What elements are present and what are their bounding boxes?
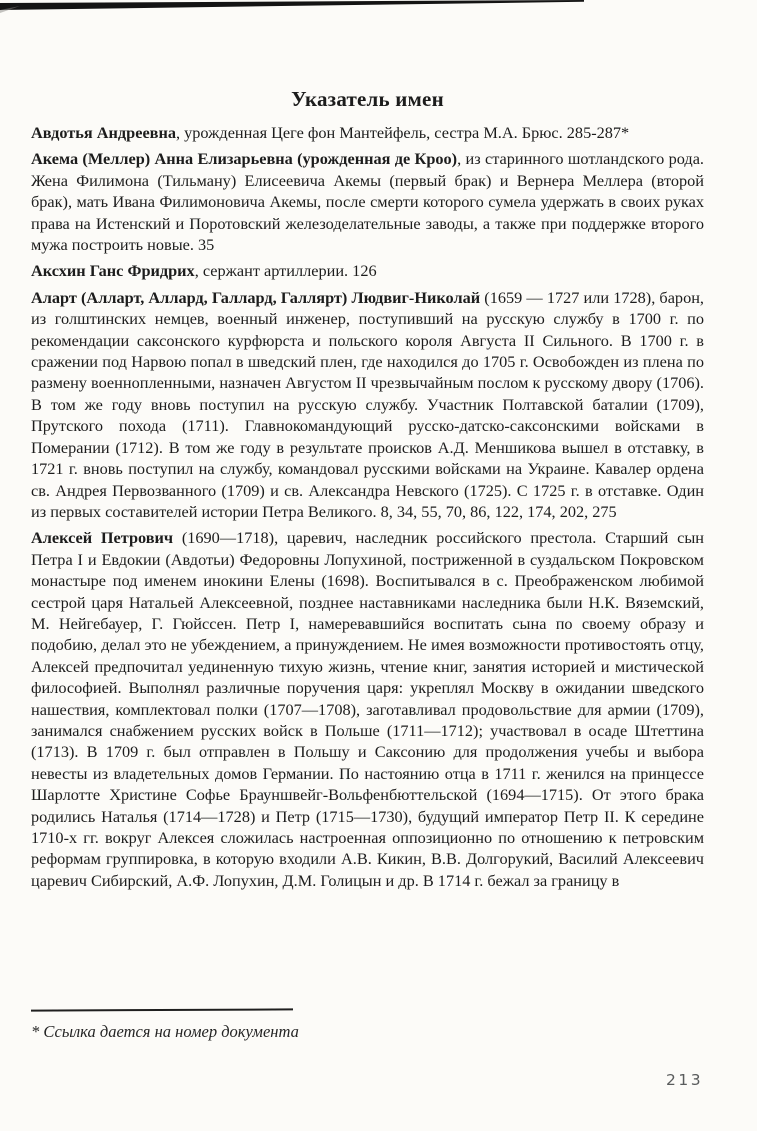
index-entries: [31, 122, 704, 891]
page-number: 213: [666, 1071, 704, 1089]
entry-headword: Аксхин Ганс Фридрих: [31, 261, 195, 281]
index-entry-avdotya: [31, 122, 704, 143]
entry-body: , сержант артиллерии. 126: [194, 261, 377, 281]
index-entry-akema: [31, 148, 704, 255]
entry-body: (1659 — 1727 или 1728), барон, из голштинских немцев, военный инженер, поступивший на русскую службу в 1700 г. по рекомендации саксонского курфюрста и польского короля Августа II Сильного. В 1700 г. в сражении под Нарвою попал в шведский плен, где находился до 1705 г. Освобожден из плена по размену военнопленными, назначен Августом II чрезвычайным послом к русскому двору (1706). В том же году вновь поступил на русскую службу. Участник Полтавской баталии (1709), Прутского похода (1711). Главнокомандующий русско-датско-саксонскими войсками в Померании (1712). В том же году в результате происков А.Д. Меншикова вышел в отставку, в 1721 г. вновь поступил на службу, командовал русскими войсками на Украине. Кавалер ордена св. Андрея Первозванного (1709) и св. Александра Невского (1725). С 1725 г. в отставке. Один из первых составителей истории Петра Великого. 8, 34, 55, 70, 86, 122, 174, 202, 275: [31, 287, 704, 521]
entry-body: (1690—1718), царевич, наследник российского престола. Старший сын Петра I и Евдокии (Авдотьи) Федоровны Лопухиной, постриженной в суздальском Покровском монастыре под именем инокини Елены (1698). Воспитывался в с. Преображенском любимой сестрой царя Натальей Алексеевной, позднее наставниками наследника были Н.К. Вяземский, М. Нейгебауер, Г. Гюйссен. Петр I, намеревавшийся воспитать сына по своему образу и подобию, делал это не убеждением, а принуждением. Не имея возможности противостоять отцу, Алексей предпочитал уединенную тихую жизнь, чтение книг, занятия историей и мистической философией. Выполнял различные поручения царя: укреплял Москву в ожидании шведского нашествия, комплектовал полки (1707—1708), заготавливал продовольствие для армии (1709), занимался снабжением русских войск в Польше (1711—1712); участвовал в осаде Штеттина (1713). В 1709 г. был отправлен в Польшу и Саксонию для продолжения учебы и выбора невесты из владетельных домов Германии. По настоянию отца в 1711 г. женился на принцессе Шарлотте Христине Софье Брауншвейг-Вольфенбюттельской (1694—1715). От этого брака родились Наталья (1714—1728) и Петр (1715—1730), будущий император Петр II. К середине 1710-х гг. вокруг Алексея сложилась настроенная оппозиционно по отношению к петровским реформам группировка, в которую входили А.В. Кикин, В.В. Долгорукий, Василий Алексеевич царевич Сибирский, А.Ф. Лопухин, Д.М. Голицын и др. В 1714 г. бежал за границу в: [31, 528, 704, 890]
text-block: [31, 0, 704, 896]
page-title: Указатель имен: [291, 87, 444, 111]
entry-headword: Аларт (Алларт, Аллард, Галлард, Галлярт) Людвиг-Николай: [31, 287, 481, 307]
index-entry-akskhin: [31, 260, 704, 281]
index-entry-aleksey-petrovich: [31, 527, 704, 891]
footnote-divider: [31, 1008, 293, 1012]
entry-headword: Акема (Меллер) Анна Елизарьевна (урожденная де Кроо): [31, 149, 458, 169]
entry-body: , урожденная Цеге фон Мантейфель, сестра М.А. Брюс. 285-287*: [176, 123, 630, 142]
entry-headword: Алексей Петрович: [31, 528, 174, 548]
entry-headword: Авдотья Андреевна: [31, 123, 176, 142]
index-entry-alart: [31, 287, 704, 522]
footnote: * Ссылка дается на номер документа: [31, 1022, 299, 1041]
entry-body: , из старинного шотландского рода. Жена Филимона (Тильману) Елисеевича Акемы (первый брак) и Вернера Меллера (второй брак), мать Ивана Филимоновича Акемы, после смерти которого сумела удержать в своих руках права на Истенский и Поротовский железоделательные заводы, а также при поддержке второго мужа построить новые. 35: [31, 149, 704, 255]
